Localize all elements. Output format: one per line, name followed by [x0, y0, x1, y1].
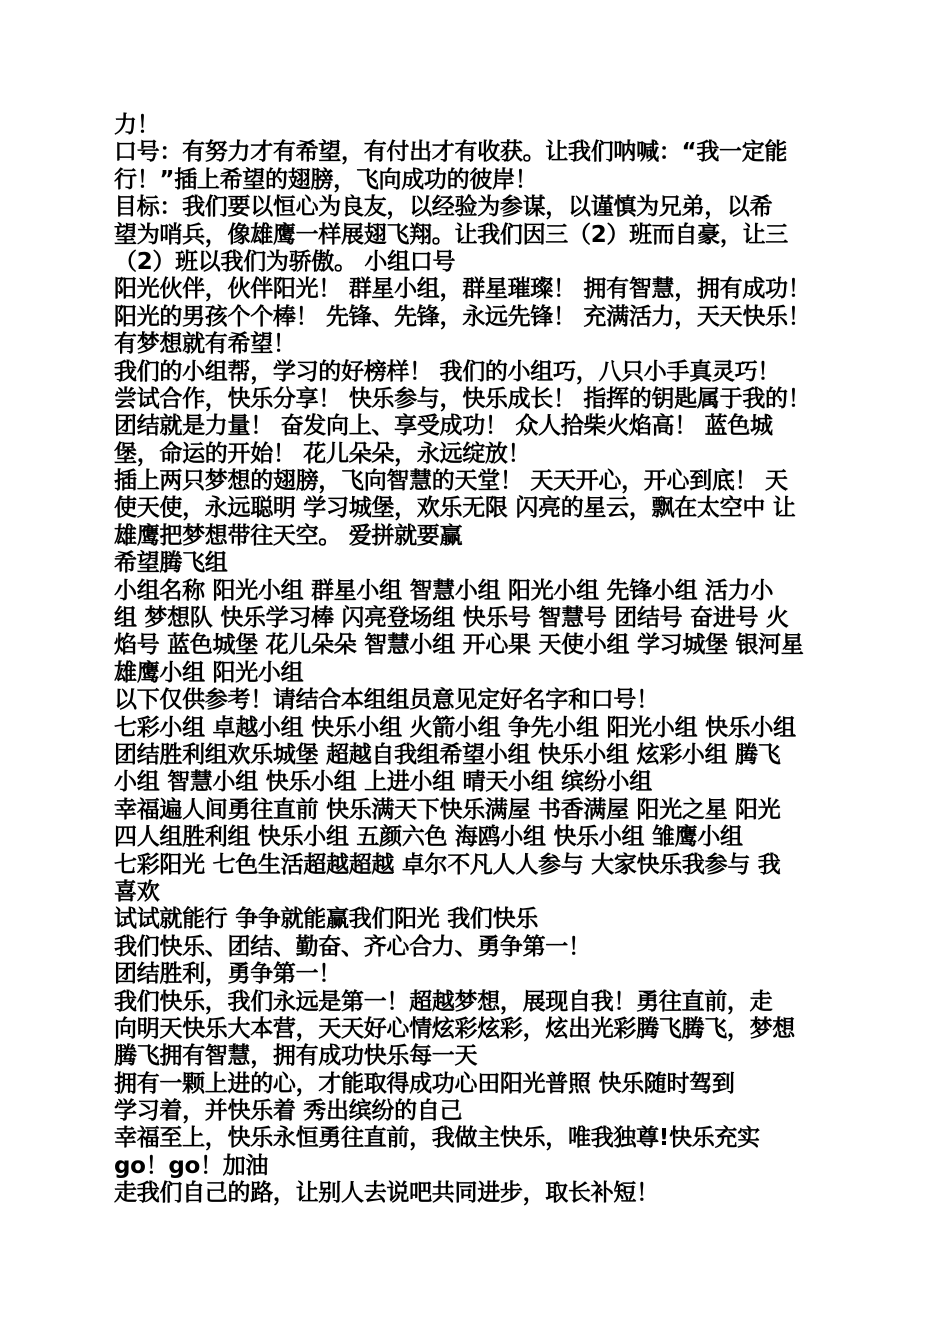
- text-line: 腾飞拥有智慧，拥有成功快乐每一天: [114, 1043, 478, 1070]
- text-line: 团结胜利，勇争第一！: [114, 961, 342, 988]
- text-line: 希望腾飞组: [114, 550, 228, 577]
- text-line: 力！: [114, 112, 160, 138]
- text-line: 有梦想就有希望！: [114, 331, 296, 358]
- text-line: 拥有一颗上进的心，才能取得成功心田阳光普照 快乐随时驾到: [114, 1070, 735, 1097]
- text-line: 我们快乐，我们永远是第一！超越梦想，展现自我！勇往直前，走: [114, 988, 773, 1015]
- text-line: （2）班以我们为骄傲。 小组口号: [114, 248, 456, 275]
- text-line: go！go！加油: [114, 1152, 269, 1179]
- text-line: 喜欢: [114, 878, 160, 905]
- document-page: [114, 112, 844, 1208]
- text-line: 七彩小组 卓越小组 快乐小组 火箭小组 争先小组 阳光小组 快乐小组: [114, 714, 796, 741]
- text-line: 使天使，永远聪明 学习城堡，欢乐无限 闪亮的星云，飘在太空中 让: [114, 495, 796, 522]
- text-line: 阳光的男孩个个棒！ 先锋、先锋，永远先锋！ 充满活力，天天快乐！: [114, 303, 811, 330]
- text-line: 目标：我们要以恒心为良友，以经验为参谋，以谨慎为兄弟，以希: [114, 194, 773, 221]
- text-line: 学习着，并快乐着 秀出缤纷的自己: [114, 1098, 463, 1125]
- text-line: 小组名称 阳光小组 群星小组 智慧小组 阳光小组 先锋小组 活力小: [114, 577, 774, 604]
- text-line: 小组 智慧小组 快乐小组 上进小组 晴天小组 缤纷小组: [114, 769, 652, 796]
- text-line: 团结就是力量！ 奋发向上、享受成功！ 众人拾柴火焰高！ 蓝色城: [114, 413, 773, 440]
- text-line: 雄鹰小组 阳光小组: [114, 659, 304, 686]
- text-line: 我们快乐、团结、勤奋、齐心合力、勇争第一！: [114, 933, 591, 960]
- text-line: 幸福遍人间勇往直前 快乐满天下快乐满屋 书香满屋 阳光之星 阳光: [114, 796, 781, 823]
- text-line: 七彩阳光 七色生活超越超越 卓尔不凡人人参与 大家快乐我参与 我: [114, 851, 781, 878]
- text-line: 阳光伙伴，伙伴阳光！ 群星小组，群星璀璨！ 拥有智慧，拥有成功！: [114, 276, 811, 303]
- text-line: 幸福至上，快乐永恒勇往直前，我做主快乐，唯我独尊!快乐充实: [114, 1125, 760, 1152]
- text-line: 雄鹰把梦想带往天空。 爱拼就要赢: [114, 522, 463, 549]
- text-line: 插上两只梦想的翅膀，飞向智慧的天堂！ 天天开心，开心到底！ 天: [114, 468, 788, 495]
- text-line: 尝试合作，快乐分享！ 快乐参与，快乐成长！ 指挥的钥匙属于我的！: [114, 385, 811, 412]
- text-line: 组 梦想队 快乐学习棒 闪亮登场组 快乐号 智慧号 团结号 奋进号 火: [114, 605, 789, 632]
- text-line: 走我们自己的路，让别人去说吧共同进步，取长补短！: [114, 1180, 659, 1207]
- text-line: 四人组胜利组 快乐小组 五颜六色 海鸥小组 快乐小组 雏鹰小组: [114, 824, 743, 851]
- text-line: 向明天快乐大本营，天天好心情炫彩炫彩，炫出光彩腾飞腾飞，梦想: [114, 1015, 796, 1042]
- text-line: 团结胜利组欢乐城堡 超越自我组希望小组 快乐小组 炫彩小组 腾飞: [114, 741, 781, 768]
- text-line: 行！”插上希望的翅膀，飞向成功的彼岸！: [114, 166, 538, 193]
- text-line: 口号：有努力才有希望，有付出才有收获。让我们呐喊：“我一定能: [114, 139, 788, 166]
- text-line: 以下仅供参考！请结合本组组员意见定好名字和口号！: [114, 687, 659, 714]
- text-line: 我们的小组帮，学习的好榜样！ 我们的小组巧，八只小手真灵巧！: [114, 358, 781, 385]
- text-line: 堡，命运的开始！ 花儿朵朵，永远绽放！: [114, 440, 531, 467]
- text-line: 试试就能行 争争就能赢我们阳光 我们快乐: [114, 906, 539, 933]
- text-line: 望为哨兵，像雄鹰一样展翅飞翔。让我们因三（2）班而自豪，让三: [114, 221, 789, 248]
- text-line: 焰号 蓝色城堡 花儿朵朵 智慧小组 开心果 天使小组 学习城堡 银河星: [114, 632, 804, 659]
